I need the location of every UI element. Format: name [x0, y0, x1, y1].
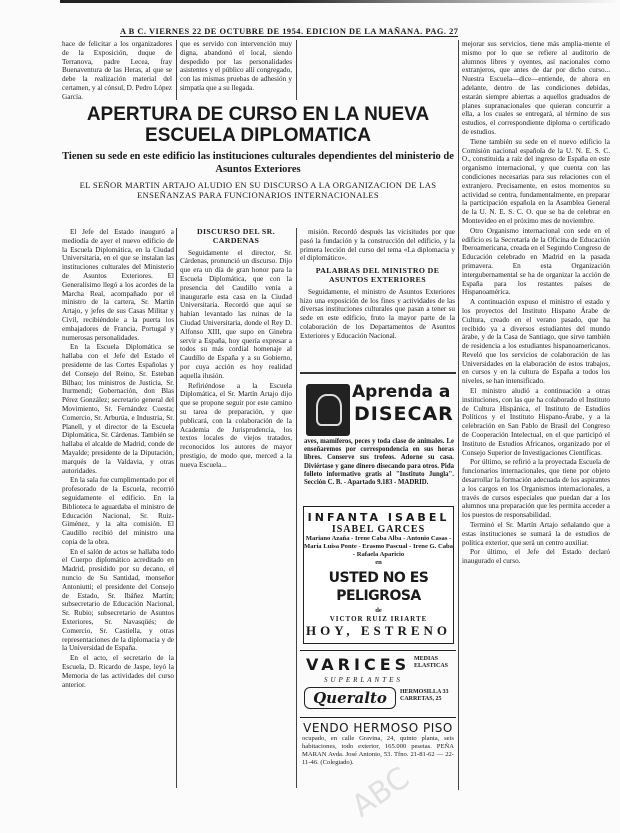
ad-title: Aprenda a [352, 382, 451, 402]
en-label: en [375, 559, 382, 566]
ad-disecar [300, 378, 456, 500]
running-head: A B C. VIERNES 22 DE OCTUBRE DE 1954. EDICION DE LA MAÑANA. PAG. 27 [120, 27, 459, 36]
paragraph: Por último, el Jefe del Estado declaró inaugurado el curso. [462, 548, 610, 566]
company-name: ISABEL GARCES [331, 524, 426, 535]
ad-vendo-piso [300, 717, 456, 767]
ad-title: DISECAR [354, 403, 454, 425]
paragraph: mejorar sus servicios, tiene más amplia-mente el mismo por lo que se refiere al auditorio de alumnos libres y oyentes, así nacionales como extranjeros, que antes de dar por dicho curso... Nuestra Escuela—dice—entiende, de ahora en adelante, dentro de las condiciones debidas, estarán siempre abiertas a aquellos graduados de planes supranacionales que quieran concurrir a ella, a los cuales se entregará, al término de sus estudios, el correspondiente diploma o certificado de estudios. [462, 40, 610, 136]
paragraph: El ministro aludió a continuación a otras instituciones, con las que ha colaborado el Instituto de Cultura Hispánica, el Instituto de Estudios Políticos y el Instituto Hispano-Árabe, y a la celebración en San Pablo de Brasil del Congreso de Cooperación Intelectual, en el que participó el Instituto de Estudios Africanos, organizado por el Consejo Superior de Investigaciones Científicas. [462, 387, 610, 457]
continued-text-col1 [62, 40, 172, 103]
paragraph: En la sala fue cumplimentado por el profesorado de la Escuela, recorrió seguidamente el edificio. En la Biblioteca le aguardaba el ministro de Educación Nacional, Sr. Ruiz-Giménez, y la alta comisión. El Caudillo recibió del ministro una copia de la obra. [62, 476, 174, 546]
column-rule [176, 40, 177, 100]
ad-title: VARICES [306, 655, 411, 674]
paragraph: Seguidamente, el ministro de Asuntos Exteriores hizo una exposición de los fines y actividades de las diversas instituciones culturales que pasan a tener su sede en este edificio, fruto la mayor parte de la colaboración de los Departamentos de Asuntos Exteriores y Educación Nacional. [300, 287, 455, 340]
ad-body: aves, mamíferos, peces y toda clase de animales. Le enseñaremos por correspondencia en sus horas libres. Conserve sus trofeos. Adorne su casa. Diviértase y gane dinero disecando para otros. Pida folleto informativo gratis al "Instituto Jungla". Sección C. B. - Apartado 9.183 - MADRID. [304, 438, 454, 487]
ad-infanta-isabel [303, 506, 454, 644]
paragraph: Refiriéndose a la Escuela Diplomática, el Sr. Martín Artajo dijo que se propone seguir por este camino su tarea de preparación, y que publicará, con la colaboración de la Academia de Jurisprudencia, los textos locales de viejos tratados, reconocidos los autores de mayor prestigio, de modo que, merced a la nueva Escuela... [180, 381, 292, 469]
column-rule [296, 40, 297, 100]
brand-logo: Queralto [304, 687, 396, 709]
paragraph: El Jefe del Estado inauguró a mediodía de ayer el nuevo edificio de la Escuela Diplomática, en la Ciudad Universitaria, en el que se instalan las instituciones culturales del Ministerio de Asuntos Exteriores. El Generalísimo llegó a los acordes de la Marcha Real, acompañado por el ministro de la cartera, Sr. Martín Artajo, y jefes de sus Casas Militar y Civil, recibiéndole a la puerta los embajadores de Francia, Portugal y numerosas personalidades. [62, 228, 174, 342]
play-author: VICTOR RUIZ IRIARTE [329, 615, 428, 623]
address-line: HERMOSILLA 33 [400, 689, 449, 695]
ad-divider [300, 372, 456, 374]
cast-list: Mariano Azaña - Irene Caba Alba - Antonio Casas - María Luisa Ponte - Erasmo Pascual - Irene G. Caba - Rafaela Aparicio [304, 535, 453, 558]
paragraph: Por último, se refirió a la proyectada Escuela de funcionarios internacionales, que tiene por objeto desarrollar la formación adecuada de los aspirantes a los cargos en los Organismos internacionales, a través de cursos especiales que puedan dar a los alumnos una preparación que les permita acceder a los puestos de responsabilidad. [462, 458, 610, 520]
article-column-3 [300, 228, 455, 342]
ad-address [400, 689, 449, 703]
article-column-4 [462, 40, 610, 567]
paragraph: que es servido con intervención muy digna, abandonó el local, siendo despedido por las personalidades asistentes y el público allí congregado, con las mismas pruebas de adhesión y simpatía que a su llegada. [180, 40, 292, 92]
release-notice: HOY, ESTRENO [305, 623, 452, 638]
article-head [62, 104, 454, 200]
column-rule [458, 40, 459, 790]
theatre-name: INFANTA ISABEL [307, 511, 450, 524]
paragraph: En la Escuela Diplomática se hallaba con el Jefe del Estado el presidente de las Cortes Españolas y del Consejo del Reino, Sr. Esteban Bilbao; los ministros de Justicia, Sr. Iturmendi; Gobernación, don Blas Pérez González; secretario general del Movimiento, Sr. Fernández Cuesta; Comercio, Sr. Arburúa, e Industria, Sr. Planell, y el director de la Escuela Diplomática, Sr. Cárdenas. También se hallaba el alcalde de Madrid, conde de Mayalde; presidente de la Diputación, marqués de la Valdavia, y otras autoridades. [62, 343, 174, 475]
paragraph: misión. Recordó después las vicisitudes por que pasó la fundación y la construcción del edificio, y la primera lección del curso del tema «La diplomacia y el diplomático». [300, 228, 455, 263]
paragraph: Otro Organismo internacional con sede en el edificio es la Secretaría de la Oficina de Educación Iberoamericana, creada en el Segundo Congreso de Educación celebrado en Madrid en la pasada primavera. En esta Organización intergubernamental se ha de organizar la acción de España para los restantes países de Hispanoamérica. [462, 226, 610, 297]
article-headline: APERTURA DE CURSO EN LA NUEVA ESCUELA DIPLOMATICA [86, 104, 430, 146]
de-label: de [375, 607, 382, 614]
address-line: CARRETAS, 25 [400, 696, 442, 702]
paragraph: En el salón de actos se hallaba todo el Cuerpo diplomático acreditado en Madrid, presidido por su decano, el nuncio de Su Santidad, monseñor Antoniutti; el presidente del Consejo de Estado, Sr. Ibáñez Martín; subsecretario de Educación Nacional, Sr. Rubio; subsecretario de Asuntos Exteriores, Sr. Navasqüés; de Comercio, Sr. Castiella, y otras representaciones de la diplomacia y de la Universidad de España. [62, 547, 174, 653]
abc-watermark: ABC [345, 760, 417, 825]
ad-body: ocupado, en calle Gravina, 24, quinto planta, seis habitaciones, todo exterior, 165.000 pesetas. PEÑA MARAN Avda. José Antonio, 53. Tfno. 21-81-62 — 22-11-46. (Colegiado). [302, 735, 454, 766]
paragraph: A continuación expuso el ministro el estado y los proyectos del Instituto Hispano Árabe de Cultura, creado en el verano pasado, que ha recibido ya a diversos estudiantes del mundo árabe, y de la Casa de Santiago, que sirve también de residencia a los estudiantes hispanoamericanos. Reveló que los servicios de colaboración de las Universidades en la elaboración de estos trabajos, en cursos y en la cultura de España a todos los niveles, se han intensificado. [462, 298, 610, 386]
ad-title: VENDO HERMOSO PISO [303, 721, 453, 735]
column-rule [176, 228, 177, 788]
page-edge-scan-noise [60, 0, 620, 3]
ad-medias: MEDIAS ELASTICAS [414, 656, 449, 669]
paragraph: Terminó el Sr. Martín Artajo señalando que a estas instituciones se sumará la de estudios de política exterior, que será un centro auxiliar. [462, 521, 610, 547]
play-title: USTED NO ES PELIGROSA [328, 570, 429, 604]
paragraph: Tiene también su sede en el nuevo edificio la Comisión nacional española de la U. N. E. S. C. O., constituida a raíz del ingreso de España en este organismo internacional, y que cuenta con las condiciones necesarias para sus relaciones con el extranjero. Precisamente, en estos momentos su actividad se centra, fundamentalmente, en preparar la participación española en la Asamblea General de la U. N. E. S. C. O. que se ha de celebrar en Montevideo en el próximo mes de noviembre. [462, 137, 610, 225]
paragraph: Seguidamente el director, Sr. Cárdenas, pronunció un discurso. Dijo que era un día de gran honor para la Escuela Diplomática, que con la presencia del Caudillo venía a inaugurarle esta casa en la Ciudad Universitaria. Recordó que aquí se habían levantado las ruinas de la Ciudad Universitaria, donde el Rey D. Alfonso XIII, que supo en Ginebra servir a España, hoy quería expresar a todos su más cordial homenaje al Caudillo de España y a su Gobierno, por cuya acción es hoy realidad aquella ilusión. [180, 248, 292, 380]
continued-text-col2 [180, 40, 292, 94]
taxidermy-illustration-icon [306, 384, 350, 436]
ad-superlantes: SUPERLANTES [324, 676, 403, 684]
section-title-cardenas: DISCURSO DEL SR. CARDENAS [196, 227, 276, 245]
paragraph: En el acto, el secretario de la Escuela, D. Ricardo de Jaspe, leyó la Memoria de las actividades del curso anterior. [62, 654, 174, 689]
section-title-ministro: PALABRAS DEL MINISTRO DE ASUNTOS EXTERIORES [315, 266, 440, 284]
paragraph: hace de felicitar a los organizadores de la Exposición, duque de Terranova, padre Lecea, fray Buenaventura de las Heras, al que se debe la realización material del certamen, y al cónsul, D. Pedro López García. [62, 40, 172, 101]
article-deck: EL SEÑOR MARTIN ARTAJO ALUDIO EN SU DISCURSO A LA ORGANIZACION DE LAS ENSEÑANZAS PARA FUNCIONARIOS INTERNACIONALES [79, 180, 437, 200]
article-subhead: Tienen su sede en este edificio las instituciones culturales dependientes del ministerio de Asuntos Exteriores [62, 151, 454, 175]
article-column-1 [62, 228, 174, 690]
article-column-2 [180, 228, 292, 471]
advertisements [300, 372, 456, 767]
column-rule [296, 228, 297, 788]
ad-varices [300, 650, 456, 711]
